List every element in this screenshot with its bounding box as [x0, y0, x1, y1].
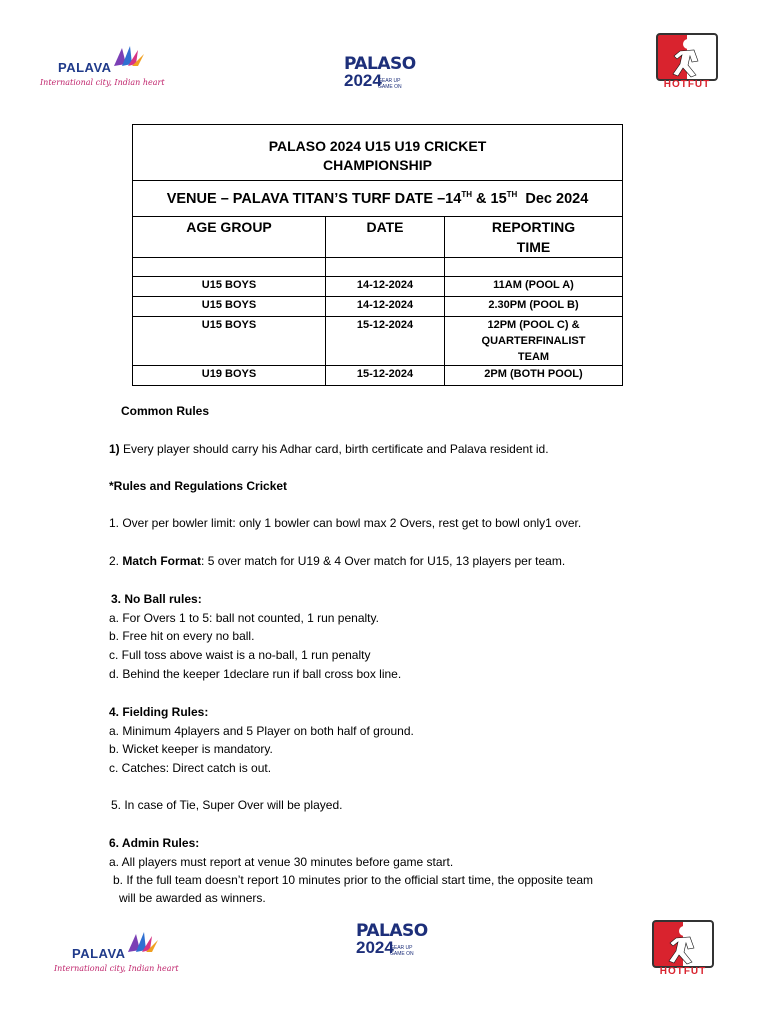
palava-tagline: International city, Indian heart	[54, 964, 179, 973]
palava-flower-icon	[126, 930, 160, 956]
palaso-logo-bottom	[356, 923, 426, 969]
cell-age: U19 BOYS	[133, 366, 326, 386]
rule-6-heading: 6. Admin Rules:	[109, 836, 200, 850]
palava-name: PALAVA	[58, 60, 112, 75]
cell-time: 2PM (BOTH POOL)	[445, 366, 623, 386]
runner-icon	[654, 922, 712, 966]
hotfut-logo-top	[656, 33, 718, 93]
hotfut-emblem	[652, 920, 714, 968]
header-date: DATE	[326, 217, 445, 258]
palaso-year: 2024	[356, 938, 394, 957]
rule-6b-line-2: will be awarded as winners.	[119, 891, 266, 905]
hotfut-emblem	[656, 33, 718, 81]
table-venue-row	[133, 181, 623, 217]
palaso-title: PALASO	[344, 54, 416, 74]
hotfut-name: HOTFUT	[659, 966, 707, 977]
cell-age: U15 BOYS	[133, 297, 326, 317]
cell-time: 2.30PM (POOL B)	[445, 297, 623, 317]
table-blank-row	[133, 258, 623, 277]
rule-3-heading: 3. No Ball rules:	[111, 592, 202, 606]
palaso-year: 2024	[344, 71, 382, 90]
hotfut-logo-bottom	[652, 920, 714, 980]
schedule-table	[132, 124, 623, 386]
table-title-line-1: PALASO 2024 U15 U19 CRICKET	[268, 138, 487, 154]
rule-4a: a. Minimum 4players and 5 Player on both half of ground.	[109, 724, 414, 738]
palava-tagline: International city, Indian heart	[40, 78, 165, 87]
rule-3a: a. For Overs 1 to 5: ball not counted, 1 run penalty.	[109, 611, 379, 625]
table-header-row	[133, 217, 623, 258]
cell-age: U15 BOYS	[133, 277, 326, 297]
cell-time: 11AM (POOL A)	[445, 277, 623, 297]
cell-age: U15 BOYS	[133, 317, 326, 366]
cricket-rules-heading: *Rules and Regulations Cricket	[109, 479, 288, 493]
cell-date: 15-12-2024	[326, 366, 445, 386]
palaso-logo-top	[344, 56, 414, 102]
rule-4b: b. Wicket keeper is mandatory.	[109, 742, 273, 756]
rule-4-heading: 4. Fielding Rules:	[109, 705, 209, 719]
table-row	[133, 366, 623, 386]
cell-time: 12PM (POOL C) & QUARTERFINALIST TEAM	[445, 317, 623, 366]
table-title-row	[133, 125, 623, 181]
palava-logo-bottom	[54, 926, 194, 986]
table-row	[133, 297, 623, 317]
rule-6a: a. All players must report at venue 30 minutes before game start.	[109, 855, 454, 869]
palava-flower-icon	[112, 44, 146, 70]
rule-4c: c. Catches: Direct catch is out.	[109, 761, 272, 775]
table-row	[133, 277, 623, 297]
palava-name: PALAVA	[72, 946, 126, 961]
cell-date: 14-12-2024	[326, 297, 445, 317]
palaso-title: PALASO	[356, 921, 428, 941]
rule-3d: d. Behind the keeper 1declare run if ball cross box line.	[109, 667, 402, 681]
rule-6b-line-1: b. If the full team doesn’t report 10 minutes prior to the official start time, the opposite team	[113, 873, 594, 887]
cell-date: 15-12-2024	[326, 317, 445, 366]
cell-date: 14-12-2024	[326, 277, 445, 297]
common-rule-1: 1) Every player should carry his Adhar card, birth certificate and Palava resident id.	[109, 442, 549, 456]
table-title-line-2: CHAMPIONSHIP	[323, 157, 432, 173]
header-age-group: AGE GROUP	[133, 217, 326, 258]
rule-1: 1. Over per bowler limit: only 1 bowler can bowl max 2 Overs, rest get to bowl only1 over.	[109, 516, 582, 530]
palaso-slogan: GEAR UP GAME ON	[378, 78, 402, 90]
palaso-slogan: GEAR UP GAME ON	[390, 945, 414, 957]
header-reporting-time: REPORTING TIME	[445, 217, 623, 258]
common-rules-heading: Common Rules	[121, 404, 210, 418]
hotfut-name: HOTFUT	[663, 79, 711, 90]
table-title	[133, 125, 623, 181]
table-row	[133, 317, 623, 366]
rule-5: 5. In case of Tie, Super Over will be played.	[111, 798, 343, 812]
runner-icon	[658, 35, 716, 79]
venue-date-line: VENUE – PALAVA TITAN’S TURF DATE –14TH & 15TH Dec 2024	[133, 181, 623, 217]
rule-3b: b. Free hit on every no ball.	[109, 629, 255, 643]
palava-logo-top	[40, 40, 180, 100]
rule-2: 2. Match Format: 5 over match for U19 & 4 Over match for U15, 13 players per team.	[109, 554, 566, 568]
rule-3c: c. Full toss above waist is a no-ball, 1 run penalty	[109, 648, 371, 662]
